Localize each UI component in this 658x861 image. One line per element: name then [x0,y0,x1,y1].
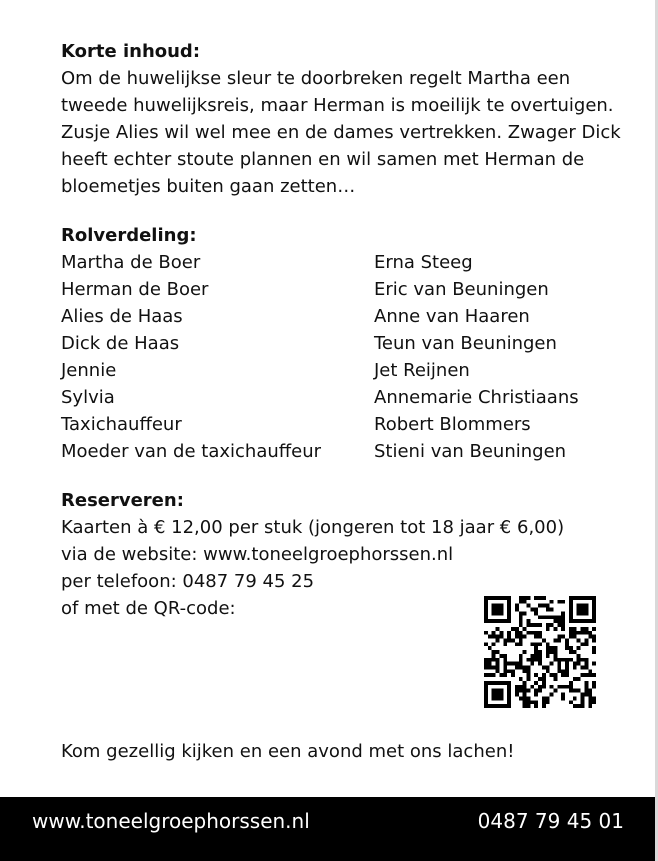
closing-line: Kom gezellig kijken en een avond met ons lachen! [61,741,515,762]
cast-role: Taxichauffeur [61,414,182,435]
cast-role: Dick de Haas [61,333,180,354]
reservation-heading: Reserveren: [61,490,184,511]
reservation-phone: per telefoon: 0487 79 45 25 [61,571,315,592]
cast-role: Sylvia [61,387,115,408]
cast-actor: Eric van Beuningen [374,279,549,300]
cast-role: Alies de Haas [61,306,183,327]
ticket-price: Kaarten à € 12,00 per stuk (jongeren tot 18 jaar € 6,00) [61,517,565,538]
qr-code-icon[interactable] [484,596,596,708]
footer-bar [0,797,655,861]
cast-actor: Teun van Beuningen [374,333,557,354]
summary-text: Om de huwelijkse sleur te doorbreken regelt Martha een tweede huwelijksreis, maar Herman is moeilijk te overtuigen. Zusje Alies wil wel mee en de dames vertrekken. Zwager Dick heeft echter stoute plannen en wil samen met Herman de bloemetjes buiten gaan zetten… [61,68,621,197]
cast-actor: Stieni van Beuningen [374,441,567,462]
cast-list [61,249,631,465]
cast-actor: Robert Blommers [374,414,531,435]
cast-actor: Annemarie Christiaans [374,387,579,408]
flyer-content [61,38,631,622]
summary-heading: Korte inhoud: [61,41,201,62]
cast-actor: Jet Reijnen [374,360,470,381]
cast-section [61,222,631,465]
cast-heading: Rolverdeling: [61,225,197,246]
cast-role: Moeder van de taxichauffeur [61,441,322,462]
cast-role: Jennie [61,360,117,381]
cast-actor: Erna Steeg [374,252,473,273]
summary-section [61,38,631,200]
reservation-qr-label: of met de QR-code: [61,598,236,619]
cast-role: Herman de Boer [61,279,209,300]
footer-website[interactable]: www.toneelgroephorssen.nl [32,809,310,833]
reservation-website: via de website: www.toneelgroephorssen.nl [61,544,454,565]
cast-actor: Anne van Haaren [374,306,530,327]
cast-role: Martha de Boer [61,252,201,273]
footer-phone: 0487 79 45 01 [477,809,624,833]
